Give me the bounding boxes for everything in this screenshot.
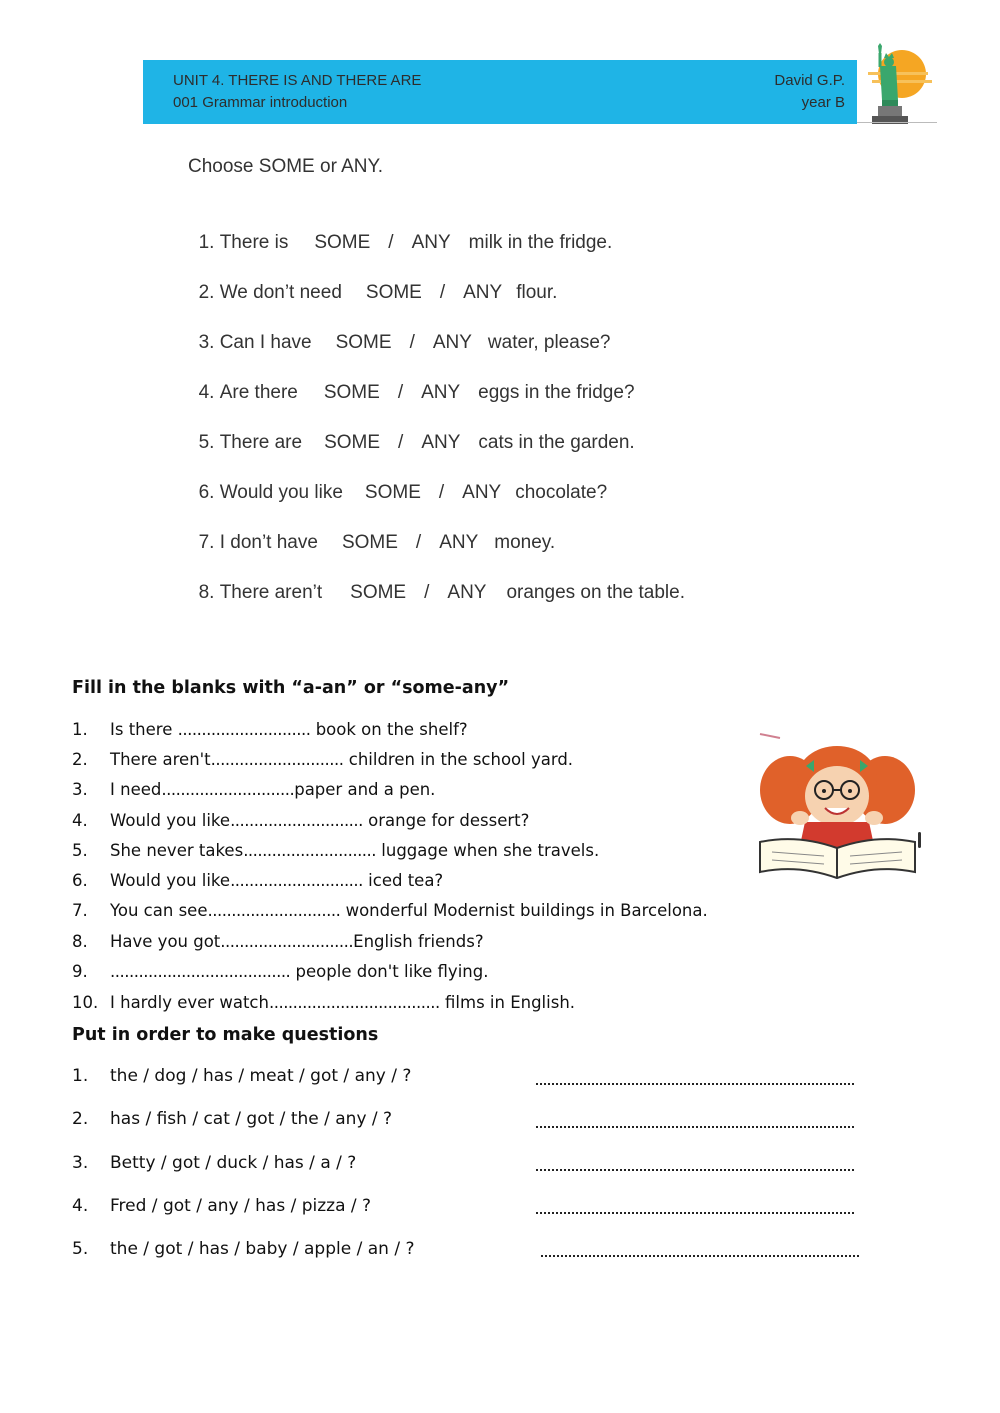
exercise1-title: Choose SOME or ANY. xyxy=(188,156,384,177)
blank-field[interactable]: ............................ xyxy=(207,901,341,920)
option-some[interactable]: SOME xyxy=(324,432,381,453)
exercise1-item: 1. There is SOME / ANY milk in the fridge. xyxy=(198,232,613,253)
option-some[interactable]: SOME xyxy=(335,332,392,353)
option-any[interactable]: ANY xyxy=(462,482,502,503)
exercise1-item: 2. We don’t need SOME / ANY flour. xyxy=(198,282,558,303)
blank-field[interactable]: ............................ xyxy=(210,750,344,769)
exercise1-item: 8. There aren’t SOME / ANY oranges on the table. xyxy=(198,582,685,603)
exercise2-item: 3. I need............................paper and a pen. xyxy=(72,780,436,799)
edge-mark xyxy=(918,832,921,848)
exercise3-item: 3. Betty / got / duck / has / a / ? xyxy=(72,1153,357,1173)
exercise1-item: 4. Are there SOME / ANY eggs in the fridge? xyxy=(198,382,635,403)
blank-field[interactable]: ............................ xyxy=(243,841,377,860)
blank-field[interactable]: ............................ xyxy=(161,780,295,799)
exercise2-item: 8. Have you got............................English friends? xyxy=(72,932,484,951)
exercise3-item: 5. the / got / has / baby / apple / an / ? xyxy=(72,1239,415,1259)
blank-field[interactable]: ...................................... xyxy=(110,962,291,981)
option-any[interactable]: ANY xyxy=(421,382,461,403)
header-divider xyxy=(857,122,937,123)
year-label: year B xyxy=(801,94,845,111)
option-some[interactable]: SOME xyxy=(350,582,407,603)
option-some[interactable]: SOME xyxy=(323,382,380,403)
reading-girl-illustration xyxy=(750,730,925,885)
exercise1-item: 7. I don’t have SOME / ANY money. xyxy=(198,532,556,553)
exercise2-title: Fill in the blanks with “a-an” or “some-any” xyxy=(72,678,510,698)
blank-field[interactable]: ............................ xyxy=(177,720,311,739)
exercise2-item: 9. ...................................... people don't like flying. xyxy=(72,962,489,981)
option-some[interactable]: SOME xyxy=(341,532,398,553)
blank-field[interactable]: ............................ xyxy=(220,932,354,951)
unit-title: UNIT 4. THERE IS AND THERE ARE xyxy=(173,72,422,89)
exercise3-title: Put in order to make questions xyxy=(72,1025,379,1045)
answer-line[interactable] xyxy=(536,1126,854,1128)
option-any[interactable]: ANY xyxy=(421,432,461,453)
blank-field[interactable]: .................................... xyxy=(268,993,440,1012)
option-some[interactable]: SOME xyxy=(314,232,371,253)
option-any[interactable]: ANY xyxy=(463,282,503,303)
blank-field[interactable]: ............................ xyxy=(230,811,363,830)
option-any[interactable]: ANY xyxy=(439,532,479,553)
exercise3-item: 2. has / fish / cat / got / the / any / ? xyxy=(72,1109,393,1129)
option-any[interactable]: ANY xyxy=(411,232,451,253)
answer-line[interactable] xyxy=(536,1212,854,1214)
exercise2-item: 7. You can see............................ wonderful Modernist buildings in Barcelona. xyxy=(72,901,708,920)
author-name: David G.P. xyxy=(774,72,845,89)
exercise2-item: 5. She never takes............................ luggage when she travels. xyxy=(72,841,600,860)
exercise2-item: 10. I hardly ever watch.................................... films in English. xyxy=(72,993,576,1012)
option-some[interactable]: SOME xyxy=(364,482,421,503)
answer-line[interactable] xyxy=(536,1083,854,1085)
option-any[interactable]: ANY xyxy=(447,582,487,603)
exercise3-item: 1. the / dog / has / meat / got / any / ? xyxy=(72,1066,412,1086)
lesson-subtitle: 001 Grammar introduction xyxy=(173,94,348,111)
exercise3-item: 4. Fred / got / any / has / pizza / ? xyxy=(72,1196,372,1216)
exercise1-item: 6. Would you like SOME / ANY chocolate? xyxy=(198,482,608,503)
option-some[interactable]: SOME xyxy=(365,282,422,303)
exercise2-item: 6. Would you like............................ iced tea? xyxy=(72,871,444,890)
exercise2-item: 2. There aren't............................ children in the school yard. xyxy=(72,750,574,769)
answer-line[interactable] xyxy=(541,1255,859,1257)
blank-field[interactable]: ............................ xyxy=(230,871,363,890)
exercise2-item: 4. Would you like............................ orange for dessert? xyxy=(72,811,530,830)
exercise2-item: 1. Is there ............................ book on the shelf? xyxy=(72,720,468,739)
answer-line[interactable] xyxy=(536,1169,854,1171)
exercise1-item: 5. There are SOME / ANY cats in the garden. xyxy=(198,432,635,453)
worksheet-header xyxy=(143,60,857,124)
exercise1-item: 3. Can I have SOME / ANY water, please? xyxy=(198,332,611,353)
option-any[interactable]: ANY xyxy=(432,332,472,353)
statue-of-liberty-icon xyxy=(862,40,936,126)
